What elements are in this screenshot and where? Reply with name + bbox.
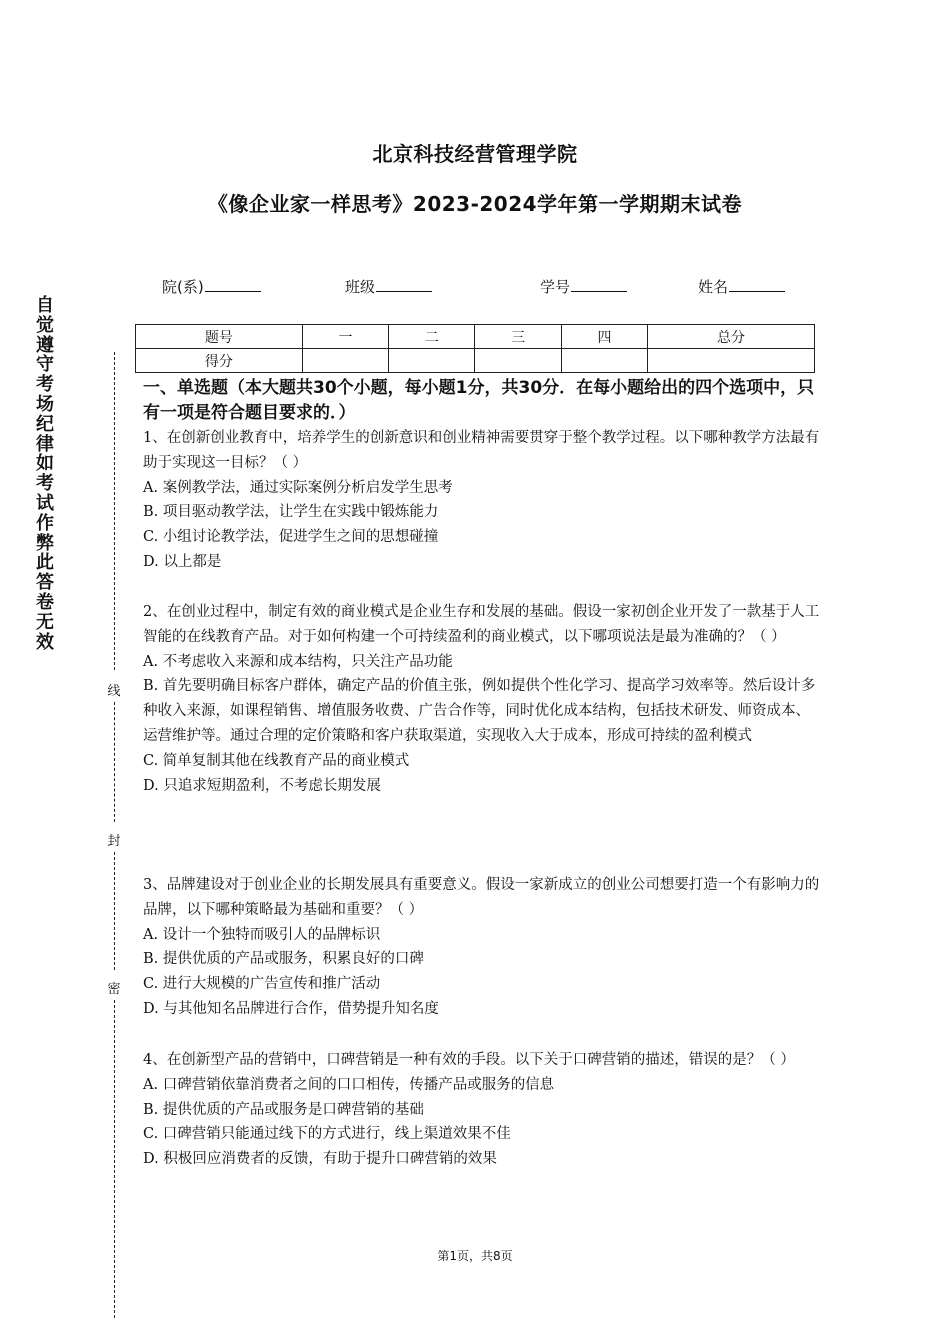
option-b[interactable]: B. 首先要明确目标客户群体，确定产品的价值主张，例如提供个性化学习、提高学习效率等。然后设计多种收入来源，如课程销售、增值服务收费、广告合作等，同时优化成本结构，包括技术研发、师资成本、运营维护等。通过合理的定价策略和客户获取渠道，实现收入大于成本，形成可持续的盈利模式 [143,678,816,744]
side-notice-char: 试 [36,492,54,514]
option-a[interactable]: A. 口碑营销依靠消费者之间的口口相传，传播产品或服务的信息 [143,1076,555,1093]
class-field [345,276,432,297]
score-cell[interactable] [648,349,815,373]
option-c[interactable]: C. 简单复制其他在线教育产品的商业模式 [143,752,410,769]
side-notice-char: 觉 [36,314,54,336]
score-table-header-row [136,325,815,349]
question-1 [143,426,823,575]
dept-field [162,276,261,297]
score-header-cell: 总分 [648,325,815,349]
name-field [698,276,785,297]
side-notice-char: 弊 [36,532,54,554]
binding-mark-line: 线 [106,680,122,699]
option-a[interactable]: A. 案例教学法，通过实际案例分析启发学生思考 [143,479,453,496]
binding-dashed-line [114,702,115,822]
side-notice-char: 作 [36,512,54,534]
option-c[interactable]: C. 小组讨论教学法，促进学生之间的思想碰撞 [143,529,439,546]
option-d[interactable]: D. 以上都是 [143,553,222,570]
score-row-label: 得分 [136,349,303,373]
school-name: 北京科技经营管理学院 [372,142,578,166]
option-a[interactable]: A. 设计一个独特而吸引人的品牌标识 [143,926,381,943]
binding-mark-secret: 密 [106,978,122,997]
binding-dashed-line [114,852,115,970]
option-d[interactable]: D. 与其他知名品牌进行合作，借势提升知名度 [143,1000,439,1017]
option-b[interactable]: B. 提供优质的产品或服务是口碑营销的基础 [143,1101,424,1118]
dept-label: 院(系) [162,278,204,296]
side-notice-char: 卷 [36,591,54,613]
side-notice-char: 自 [36,295,54,316]
score-header-cell: 三 [475,325,561,349]
option-b[interactable]: B. 项目驱动教学法，让学生在实践中锻炼能力 [143,504,439,521]
score-cell[interactable] [561,349,647,373]
question-4 [143,1048,823,1172]
option-c[interactable]: C. 进行大规模的广告宣传和推广活动 [143,976,381,993]
id-field [540,276,627,297]
side-notice-char: 纪 [36,413,54,435]
binding-dashed-line [114,352,115,670]
option-b[interactable]: B. 提供优质的产品或服务，积累良好的口碑 [143,951,424,968]
score-cell[interactable] [302,349,388,373]
option-c[interactable]: C. 口碑营销只能通过线下的方式进行，线上渠道效果不佳 [143,1126,511,1143]
name-blank[interactable] [729,277,785,292]
side-notice-char: 此 [36,552,54,574]
score-cell[interactable] [389,349,475,373]
option-d[interactable]: D. 积极回应消费者的反馈，有助于提升口碑营销的效果 [143,1151,497,1168]
score-table [135,324,815,373]
page-number: 第1页，共8页 [437,1249,513,1263]
question-stem: 1、在创新创业教育中，培养学生的创新意识和创业精神需要贯穿于整个教学过程。以下哪种教学方法最有助于实现这一目标？（ ） [143,430,820,471]
exam-title: 《像企业家一样思考》2023-2024学年第一学期期末试卷 [207,192,743,216]
side-notice-char: 遵 [36,334,54,356]
side-notice-char: 律 [36,433,54,455]
score-table-score-row [136,349,815,373]
side-notice-char: 效 [36,631,54,653]
side-notice-char: 场 [36,393,54,415]
class-blank[interactable] [376,277,432,292]
class-label: 班级 [345,278,376,296]
side-notice-char: 守 [36,354,54,376]
side-notice-char: 无 [36,611,54,633]
score-header-cell: 一 [302,325,388,349]
question-2 [143,600,823,798]
dept-blank[interactable] [205,277,261,292]
id-label: 学号 [540,278,571,296]
side-notice-char: 如 [36,453,54,475]
question-stem: 3、品牌建设对于创业企业的长期发展具有重要意义。假设一家新成立的创业公司想要打造一个有影响力的品牌，以下哪种策略最为基础和重要？（ ） [143,877,820,918]
score-cell[interactable] [475,349,561,373]
side-notice [33,296,57,652]
side-notice-char: 考 [36,374,54,396]
binding-mark-seal: 封 [106,830,122,849]
side-notice-char: 答 [36,572,54,594]
question-3 [143,873,823,1022]
question-stem: 4、在创新型产品的营销中，口碑营销是一种有效的手段。以下关于口碑营销的描述，错误的是？（ ） [143,1052,795,1068]
option-a[interactable]: A. 不考虑收入来源和成本结构，只关注产品功能 [143,653,453,670]
binding-dashed-line [114,1000,115,1318]
option-d[interactable]: D. 只追求短期盈利，不考虑长期发展 [143,777,381,794]
score-header-cell: 二 [389,325,475,349]
question-stem: 2、在创业过程中，制定有效的商业模式是企业生存和发展的基础。假设一家初创企业开发了一款基于人工智能的在线教育产品。对于如何构建一个可持续盈利的商业模式，以下哪项说法是最为准确的？（ ） [143,604,820,645]
name-label: 姓名 [698,278,729,296]
score-header-cell: 四 [561,325,647,349]
side-notice-char: 考 [36,473,54,495]
id-blank[interactable] [571,277,627,292]
section-title: 一、单选题（本大题共30个小题，每小题1分，共30分．在每小题给出的四个选项中，只有一项是符合题目要求的．） [143,378,815,423]
score-header-cell: 题号 [136,325,303,349]
